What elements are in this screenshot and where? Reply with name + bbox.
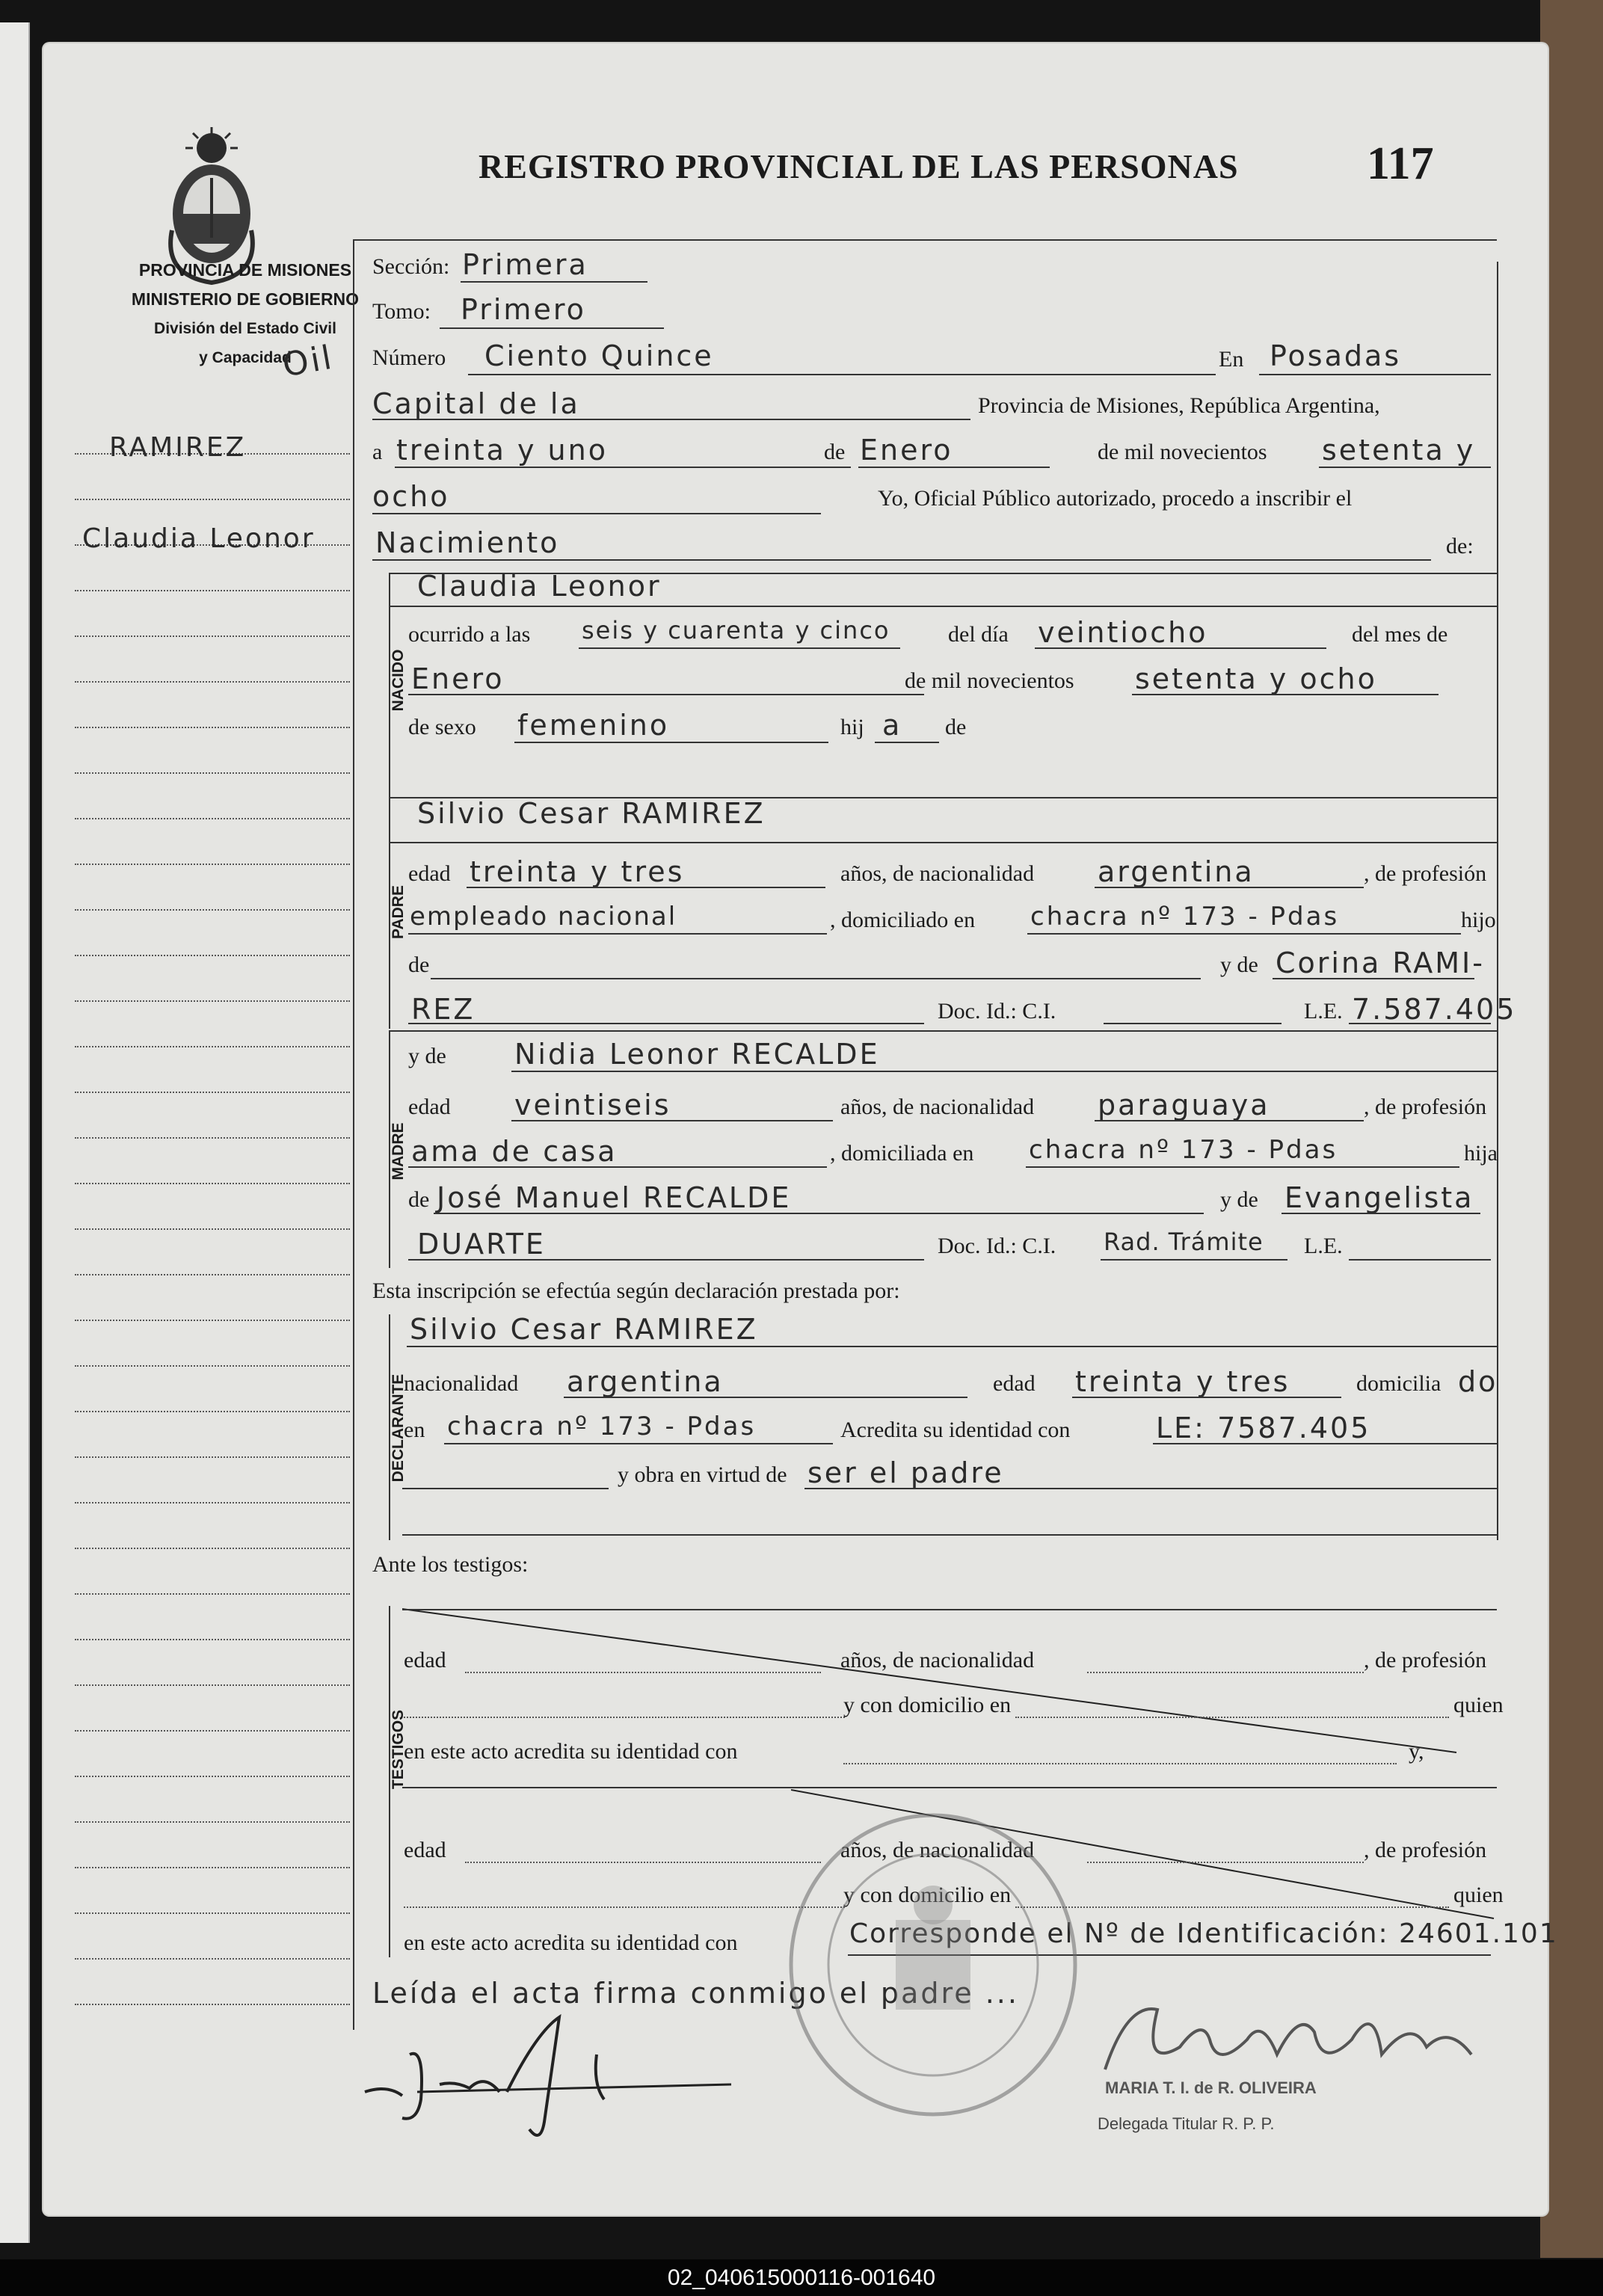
seccion-value: Primera bbox=[462, 248, 588, 281]
anio-label: de mil novecientos bbox=[1098, 440, 1267, 464]
madre-nombre: Nidia Leonor RECALDE bbox=[514, 1038, 880, 1071]
anio-nac-label: de mil novecientos bbox=[905, 668, 1074, 693]
margin-ruled-line bbox=[75, 864, 350, 865]
padre-hijo-label: hijo bbox=[1461, 908, 1496, 932]
adjacent-page-edge bbox=[0, 22, 30, 2243]
madre-domicilio: chacra nº 173 - Pdas bbox=[1029, 1135, 1338, 1165]
padre-edad-label: edad bbox=[408, 861, 451, 886]
acto-value: Nacimiento bbox=[375, 526, 560, 559]
agency-province: PROVINCIA DE MISIONES bbox=[138, 260, 352, 280]
declarante-acredita-label: Acredita su identidad con bbox=[840, 1418, 1071, 1442]
margin-ruled-line bbox=[75, 1776, 350, 1777]
hij-label: hij bbox=[840, 715, 864, 739]
agency-ministry: MINISTERIO DE GOBIERNO bbox=[131, 289, 360, 309]
identificacion-note: Corresponde el Nº de Identificación: 24601.101 bbox=[849, 1918, 1558, 1949]
margin-ruled-line bbox=[75, 1593, 350, 1595]
madre-doc-label: Doc. Id.: C.I. bbox=[938, 1234, 1056, 1258]
numero-value: Ciento Quince bbox=[484, 339, 714, 372]
mes-inscripcion: Enero bbox=[860, 434, 953, 467]
declarante-signature bbox=[357, 2002, 746, 2152]
madre-y-de-label: y de bbox=[408, 1044, 446, 1068]
margin-ruled-line bbox=[75, 1320, 350, 1321]
madre-profesion: ama de casa bbox=[411, 1135, 618, 1168]
padre-nacionalidad: argentina bbox=[1098, 855, 1255, 888]
abuela-paterna-1: Corina RAMI- bbox=[1276, 947, 1485, 979]
madre-dom-label: , domiciliada en bbox=[830, 1141, 974, 1166]
abuelo-materno: José Manuel RECALDE bbox=[437, 1181, 792, 1214]
tomo-value: Primero bbox=[461, 293, 586, 326]
dia-inscripcion: treinta y uno bbox=[396, 434, 608, 467]
testigo2-nac-label: años, de nacionalidad bbox=[840, 1838, 1035, 1862]
madre-doc-value: Rad. Trámite bbox=[1104, 1228, 1264, 1256]
madre-edad: veintiseis bbox=[514, 1089, 671, 1121]
declarante-nac-label: nacionalidad bbox=[404, 1371, 519, 1396]
madre-nacionalidad: paraguaya bbox=[1098, 1089, 1270, 1121]
declarante-obra-label: y obra en virtud de bbox=[618, 1462, 787, 1487]
abuela-paterna-2: REZ bbox=[411, 993, 476, 1026]
testigo2-edad-label: edad bbox=[404, 1838, 446, 1862]
ocurrido-label: ocurrido a las bbox=[408, 622, 531, 647]
testigo2-prof-label: , de profesión bbox=[1364, 1838, 1487, 1862]
margin-ruled-line bbox=[75, 1228, 350, 1230]
padre-le-label: L.E. bbox=[1304, 999, 1343, 1024]
margin-ruled-line bbox=[75, 772, 350, 774]
anio-inscripcion-1: setenta y bbox=[1322, 434, 1476, 467]
padre-profesion: empleado nacional bbox=[410, 902, 677, 932]
margin-initial-signature: Oil bbox=[280, 338, 337, 385]
margin-ruled-line bbox=[75, 681, 350, 683]
declarante-section-tag: DECLARANTE bbox=[390, 1373, 407, 1483]
registry-page bbox=[43, 43, 1558, 2215]
margin-ruled-line bbox=[75, 1183, 350, 1184]
declarante-nacionalidad: argentina bbox=[567, 1365, 724, 1398]
del-mes-label: del mes de bbox=[1352, 622, 1448, 647]
margin-ruled-line bbox=[75, 1137, 350, 1139]
margin-ruled-line bbox=[75, 1548, 350, 1549]
del-dia-label: del día bbox=[948, 622, 1009, 647]
declarante-en-label: en bbox=[404, 1418, 425, 1442]
provincia-text: Provincia de Misiones, República Argentina, bbox=[978, 393, 1380, 418]
madre-le-label: L.E. bbox=[1304, 1234, 1343, 1258]
abuela-materna-2: DUARTE bbox=[417, 1228, 546, 1261]
sexo-value: femenino bbox=[517, 709, 670, 742]
capital-value: Capital de la bbox=[372, 387, 580, 420]
nacido-nombre: Claudia Leonor bbox=[417, 570, 662, 603]
testigo2-acredita-label: en este acto acredita su identidad con bbox=[404, 1930, 738, 1955]
madre-prof-label: , de profesión bbox=[1364, 1095, 1487, 1119]
margin-ruled-line bbox=[75, 1092, 350, 1093]
margin-ruled-line bbox=[75, 1912, 350, 1914]
declarante-dom-suffix: do bbox=[1458, 1365, 1498, 1398]
margin-ruled-line bbox=[75, 955, 350, 956]
testigo1-prof-label: , de profesión bbox=[1364, 1648, 1487, 1672]
margin-ruled-line bbox=[75, 1274, 350, 1275]
mes-nacimiento: Enero bbox=[411, 662, 505, 695]
testigo2-quien-label: quien bbox=[1453, 1883, 1504, 1907]
padre-prof-label: , de profesión bbox=[1364, 861, 1487, 886]
official-seal bbox=[784, 1808, 1083, 2122]
agency-capacity: y Capacidad bbox=[199, 349, 292, 366]
margin-given-names: Claudia Leonor bbox=[82, 523, 316, 554]
padre-domicilio: chacra nº 173 - Pdas bbox=[1030, 902, 1340, 932]
padre-y-de-label: y de bbox=[1220, 952, 1258, 977]
margin-ruled-line bbox=[75, 1867, 350, 1868]
madre-hija-label: hija bbox=[1464, 1141, 1498, 1166]
archive-code: 02_040615000116-001640 bbox=[0, 2259, 1603, 2296]
oficial-text: Yo, Oficial Público autorizado, procedo a inscribir el bbox=[878, 486, 1353, 511]
testigo2-dom-label: y con domicilio en bbox=[843, 1883, 1012, 1907]
page-title: REGISTRO PROVINCIAL DE LAS PERSONAS bbox=[479, 147, 1239, 185]
folio-number: 117 bbox=[1367, 138, 1434, 189]
margin-ruled-line bbox=[75, 1821, 350, 1823]
margin-surname: RAMIREZ bbox=[109, 432, 247, 463]
padre-nac-label: años, de nacionalidad bbox=[840, 861, 1035, 886]
margin-ruled-line bbox=[75, 635, 350, 637]
margin-ruled-line bbox=[75, 727, 350, 728]
agency-division: División del Estado Civil bbox=[154, 320, 336, 337]
testigo1-nac-label: años, de nacionalidad bbox=[840, 1648, 1035, 1672]
seccion-label: Sección: bbox=[372, 254, 450, 279]
dia-nacimiento: veintiocho bbox=[1038, 616, 1208, 649]
margin-ruled-line bbox=[75, 1046, 350, 1047]
padre-nombre: Silvio Cesar RAMIREZ bbox=[417, 797, 766, 830]
padre-dom-label: , domiciliado en bbox=[830, 908, 976, 932]
padre-de-label: de bbox=[408, 952, 430, 977]
padre-edad: treinta y tres bbox=[470, 855, 685, 888]
margin-ruled-line bbox=[75, 1684, 350, 1686]
anio-inscripcion-2: ocho bbox=[372, 480, 450, 513]
testigo1-dom-label: y con domicilio en bbox=[843, 1693, 1012, 1717]
declarante-identidad: LE: 7587.405 bbox=[1156, 1412, 1371, 1444]
testigo1-quien-label: quien bbox=[1453, 1693, 1504, 1717]
padre-section-tag: PADRE bbox=[390, 885, 407, 939]
declarante-domicilio: chacra nº 173 - Pdas bbox=[447, 1412, 757, 1441]
margin-ruled-line bbox=[75, 1730, 350, 1732]
abuela-materna-1: Evangelista bbox=[1284, 1181, 1474, 1214]
de-colon-label: de: bbox=[1446, 534, 1474, 558]
madre-de-label: de bbox=[408, 1187, 430, 1212]
margin-ruled-line bbox=[75, 1365, 350, 1367]
declarante-nombre: Silvio Cesar RAMIREZ bbox=[410, 1313, 758, 1346]
margin-ruled-line bbox=[75, 1411, 350, 1412]
margin-ruled-line bbox=[75, 1000, 350, 1002]
hij-suffix: a bbox=[882, 709, 902, 742]
declarante-intro: Esta inscripción se efectúa según declaración prestada por: bbox=[372, 1278, 900, 1303]
sexo-label: de sexo bbox=[408, 715, 476, 739]
oficial-cargo-stamp: Delegada Titular R. P. P. bbox=[1098, 2114, 1275, 2133]
a-label: a bbox=[372, 440, 383, 464]
leida-closing: Leída el acta firma conmigo el padre ... bbox=[372, 1977, 1019, 2010]
padre-doc-label: Doc. Id.: C.I. bbox=[938, 999, 1056, 1024]
declarante-dom-label: domicilia bbox=[1356, 1371, 1442, 1396]
testigos-intro: Ante los testigos: bbox=[372, 1552, 529, 1577]
oficial-signature bbox=[1098, 1987, 1486, 2092]
de-label: de bbox=[824, 440, 846, 464]
declarante-edad: treinta y tres bbox=[1075, 1365, 1290, 1398]
margin-ruled-line bbox=[75, 590, 350, 591]
padre-le: 7.587.405 bbox=[1352, 993, 1517, 1026]
margin-ruled-line bbox=[75, 1502, 350, 1504]
numero-label: Número bbox=[372, 345, 446, 370]
hora-value: seis y cuarenta y cinco bbox=[582, 616, 890, 644]
margin-ruled-line bbox=[75, 499, 350, 500]
testigo-1-strikeout bbox=[402, 1606, 1464, 1755]
madre-edad-label: edad bbox=[408, 1095, 451, 1119]
margin-ruled-line bbox=[75, 818, 350, 819]
lugar-value: Posadas bbox=[1270, 339, 1402, 372]
margin-ruled-line bbox=[75, 1456, 350, 1458]
testigo1-y-label: y, bbox=[1409, 1739, 1424, 1764]
margin-ruled-line bbox=[75, 909, 350, 911]
testigo1-edad-label: edad bbox=[404, 1648, 446, 1672]
en-label: En bbox=[1219, 347, 1244, 372]
hij-de-label: de bbox=[945, 715, 967, 739]
testigos-section-tag: TESTIGOS bbox=[390, 1709, 407, 1790]
margin-ruled-line bbox=[75, 1958, 350, 1960]
testigo1-acredita-label: en este acto acredita su identidad con bbox=[404, 1739, 738, 1764]
margin-ruled-line bbox=[75, 2004, 350, 2005]
nacido-section-tag: NACIDO bbox=[390, 649, 407, 712]
tomo-label: Tomo: bbox=[372, 299, 431, 324]
madre-y-de2-label: y de bbox=[1220, 1187, 1258, 1212]
margin-ruled-line bbox=[75, 1639, 350, 1640]
declarante-edad-label: edad bbox=[993, 1371, 1036, 1396]
agency-block bbox=[88, 256, 402, 372]
oficial-nombre-stamp: MARIA T. I. de R. OLIVEIRA bbox=[1105, 2078, 1317, 2097]
madre-nac-label: años, de nacionalidad bbox=[840, 1095, 1035, 1119]
declarante-virtud: ser el padre bbox=[807, 1456, 1004, 1489]
anio-nacimiento: setenta y ocho bbox=[1135, 662, 1377, 695]
madre-section-tag: MADRE bbox=[390, 1122, 407, 1181]
